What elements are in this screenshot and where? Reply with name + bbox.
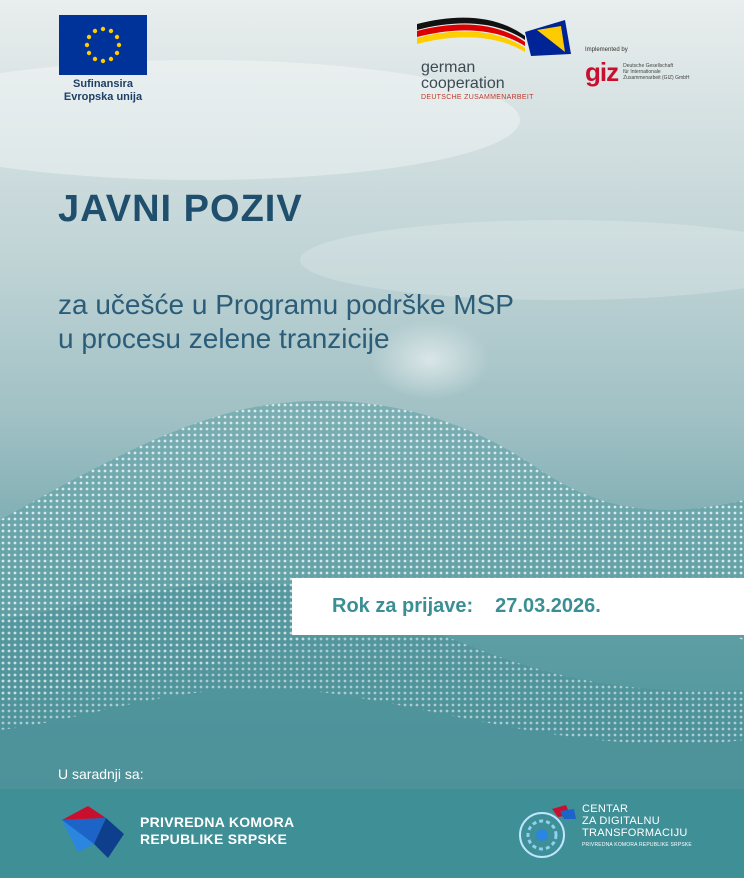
cdt-line3: TRANSFORMACIJU bbox=[582, 827, 688, 839]
pk-line2: REPUBLIKE SRPSKE bbox=[140, 831, 288, 847]
deadline-banner bbox=[292, 578, 744, 635]
cdt-logo-icon bbox=[514, 803, 578, 859]
pk-name bbox=[140, 814, 294, 848]
eu-flag-icon bbox=[59, 15, 147, 75]
eu-caption-line2: Evropska unija bbox=[63, 91, 143, 103]
subtitle-line2: u procesu zelene tranzicije bbox=[58, 323, 390, 354]
pk-logo-icon bbox=[58, 800, 128, 862]
eu-logo-block bbox=[58, 15, 148, 104]
pk-line1: PRIVREDNA KOMORA bbox=[140, 814, 295, 830]
giz-text-line3: Zusammenarbeit (GIZ) GmbH bbox=[623, 75, 690, 81]
collaboration-label: U saradnji sa: bbox=[58, 766, 144, 782]
giz-text-line1: Deutsche Gesellschaft bbox=[623, 63, 674, 69]
cdt-logo-block bbox=[514, 803, 692, 859]
deadline-date: 27.03.2026. bbox=[495, 595, 601, 617]
cdt-sub: PRIVREDNA KOMORA REPUBLIKE SRPSKE bbox=[582, 842, 692, 848]
cdt-line1: CENTAR bbox=[582, 803, 629, 815]
page-subtitle bbox=[58, 288, 698, 356]
german-cooperation-logo bbox=[415, 14, 575, 101]
page-title: JAVNI POZIV bbox=[58, 188, 303, 230]
implemented-by-label: Implemented by bbox=[585, 47, 628, 53]
giz-logo: giz bbox=[585, 57, 619, 87]
giz-full-name bbox=[623, 63, 703, 81]
cdt-name bbox=[582, 803, 692, 848]
cooperation-word: cooperation bbox=[421, 75, 505, 92]
deutsche-zusammenarbeit: DEUTSCHE ZUSAMMENARBEIT bbox=[421, 94, 534, 101]
subtitle-line1: za učešće u Programu podrške MSP bbox=[58, 289, 514, 320]
german-cooperation-flag-icon bbox=[415, 14, 573, 60]
german-word: german bbox=[421, 59, 476, 76]
eu-caption-line1: Sufinansira bbox=[73, 78, 133, 90]
giz-text-line2: für Internationale bbox=[623, 69, 661, 75]
deadline-label: Rok za prijave: bbox=[332, 595, 474, 617]
pk-logo-block bbox=[58, 800, 294, 862]
cdt-line2: ZA DIGITALNU bbox=[582, 815, 660, 827]
giz-logo-block bbox=[585, 57, 703, 87]
